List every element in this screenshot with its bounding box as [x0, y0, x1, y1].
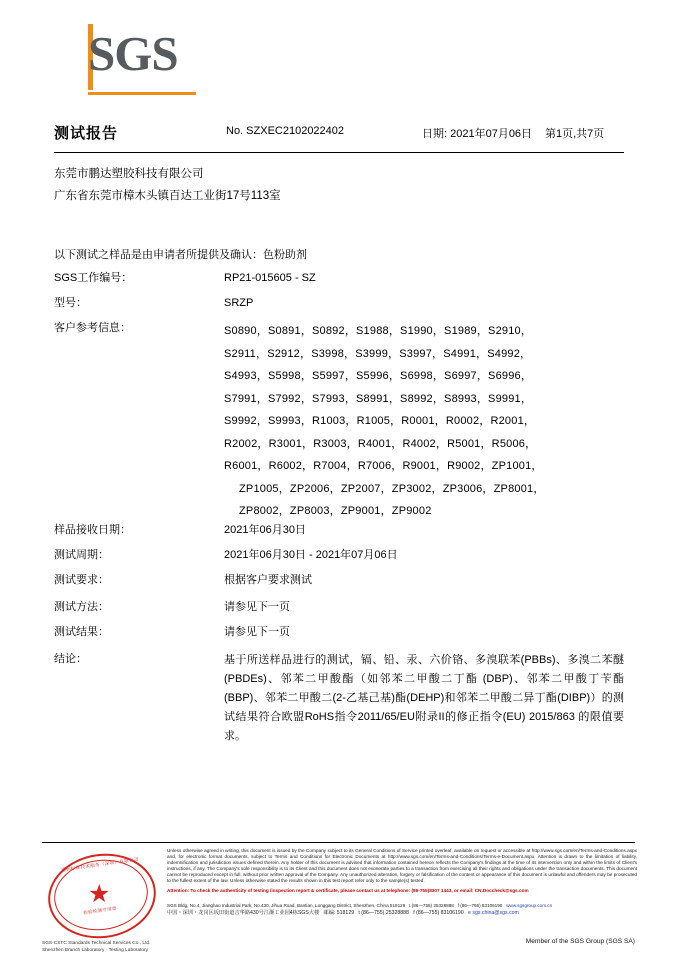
- field-value: 2021年06月30日 - 2021年07月06日: [224, 549, 398, 561]
- field-value: 2021年06月30日: [224, 524, 306, 536]
- footer-divider: [42, 842, 635, 843]
- company-address: 广东省东莞市樟木头镇百达工业街17号113室: [54, 190, 281, 202]
- footer-address-block: [167, 903, 637, 916]
- field-value: 请参见下一页: [224, 601, 290, 613]
- conclusion-text: 基于所送样品进行的测试，镉、铅、汞、六价铬、多溴联苯(PBBs)、多溴二苯醚(PBDEs)、邻苯二甲酸酯（如邻苯二甲酸二丁酯 (DBP)、邻苯二甲酸丁苄酯(BBP)、邻苯二甲酸二(2-乙基己基)酯(DEHP)和邻苯二甲酸二异丁酯(DIBP)）的测试结果符合欧盟RoHS指令2011/65/EU附录II的修正指令(EU) 2015/863 的限值要求。: [224, 654, 624, 742]
- field-row: [54, 270, 624, 286]
- address-cn-zip: 邮编: 518129: [323, 909, 355, 916]
- reference-line: ZP8002，ZP8003，ZP9001，ZP9002: [239, 505, 432, 517]
- page-count: 第1页,共7页: [545, 128, 605, 140]
- seal-caption-line1: SGS-CSTC Standards Technical Services Co., Ltd.: [42, 941, 151, 946]
- report-header-row: [54, 122, 624, 146]
- address-website[interactable]: www.sgsgroup.com.cn: [506, 903, 553, 908]
- field-value: 根据客户要求测试: [224, 574, 312, 586]
- field-list-top: [54, 270, 624, 523]
- field-value: SRZP: [224, 297, 254, 309]
- address-en: SGS Bldg, No.4, Jianghao Industrial Park, No.430, Jihua Road, Bantian, Longgang District, Shenzhen, China 518129: [167, 903, 406, 908]
- logo-underline: [88, 92, 196, 95]
- field-value: 请参见下一页: [224, 626, 290, 638]
- address-en-fax: f (86—755) 83106190: [457, 903, 503, 908]
- sgs-logo-text: SGS: [88, 26, 178, 81]
- address-email[interactable]: e sgs.china@sgs.com: [468, 909, 519, 916]
- field-row: [54, 522, 624, 538]
- address-cn-line: [167, 910, 637, 917]
- field-row: [54, 599, 624, 615]
- field-label: 测试周期：: [54, 549, 109, 561]
- footer-attention: Attention: To check the authenticity of testing /inspection report & certificate, please contact us at telephone: (86-755)8307 1443, or email: CN.Doccheck@sgs.com: [167, 887, 529, 893]
- seal-caption: [42, 940, 202, 954]
- reference-line: S4993，S5998，S5997，S5996，S6998，S6997，S6996，: [224, 370, 533, 382]
- reference-line: S2911，S2912，S3998，S3999，S3997，S4991，S4992，: [224, 347, 532, 360]
- field-label: 客户参考信息：: [54, 322, 131, 334]
- reference-line: S7991，S7992，S7993，S8991，S8992，S8993，S9991，: [224, 392, 533, 405]
- field-list-bottom: [54, 522, 624, 755]
- customer-reference-row: [54, 320, 624, 523]
- seal-top-text: 通标标准技术服务（深圳）有限公司: [60, 856, 140, 873]
- star-icon: ★: [88, 880, 111, 908]
- reference-line: S9992，S9993，R1003，R1005，R0001，R0002，R2001，: [224, 415, 536, 427]
- field-row: [54, 624, 624, 640]
- address-cn-fax: f (86—755) 83106190: [413, 909, 464, 916]
- field-row: [54, 295, 624, 311]
- seal-mid-text: 检验检测专用章: [82, 905, 117, 916]
- report-date: 日期: 2021年07月06日: [422, 128, 533, 140]
- address-en-phone: t (86—755) 25328888: [409, 903, 454, 908]
- company-name: 东莞市鹏达塑胶科技有限公司: [54, 168, 204, 180]
- company-block: [54, 163, 281, 207]
- header-divider: [54, 152, 624, 153]
- field-row: [54, 572, 624, 588]
- field-label: 测试要求：: [54, 574, 109, 586]
- page-title: 测试报告: [54, 125, 119, 142]
- reference-line: ZP1005，ZP2006，ZP2007，ZP3002，ZP3006，ZP8001，: [239, 482, 545, 495]
- address-en-line: [167, 903, 637, 910]
- field-value: RP21-015605 - SZ: [224, 272, 316, 284]
- field-label: 测试方法：: [54, 601, 109, 613]
- customer-reference-list: [224, 320, 624, 523]
- reference-line: R2002，R3001，R3003，R4001，R4002，R5001，R5006，: [224, 437, 537, 450]
- seal-caption-line2: Shenzhen Branch Laboratory · Testing Laboratory: [42, 948, 149, 953]
- address-cn: 中国・深圳・龙岗区坂田街道吉华路430号江灏工业园4栋SGS大楼: [167, 909, 320, 916]
- sample-intro: 以下测试之样品是由申请者所提供及确认：色粉助剂: [54, 249, 307, 261]
- address-cn-phone: t (86—755) 25328888: [358, 909, 409, 916]
- disclaimer-text: Unless otherwise agreed in writing, this document is issued by the Company subject to its General Conditions of Service printed overleaf, available on request or accessible at http://www.sgs.com/en/Terms-and-Conditions.aspx and, for electronic format documents, subject to Terms and Conditions for Electronic Documents at http://www.sgs.com/en/Terms-and-Conditions/Terms-e-Document.aspx. Attention is drawn to the limitation of liability, indemnification and jurisdiction issues defined therein. Any holder of this document is advised that information contained hereon reflects the Company's findings at the time of its intervention only and within the limits of Client's instructions, if any. The Company's sole responsibility is to its Client and this document does not exonerate parties to a transaction from exercising all their rights and obligations under the transaction documents. This document cannot be reproduced except in full, without prior written approval of the Company. Any unauthorized alteration, forgery or falsification of the content or appearance of this document is unlawful and offenders may be prosecuted to the fullest extent of the law. Unless otherwise stated the results shown in this test report refer only to the sample(s) tested.: [167, 848, 637, 884]
- field-row: [54, 547, 624, 563]
- sgs-member-note: Member of the SGS Group (SGS SA): [525, 938, 635, 945]
- conclusion-row: [54, 651, 624, 746]
- company-seal-stamp: [42, 852, 160, 953]
- field-label: 型号：: [54, 297, 87, 309]
- footer-disclaimer: [167, 848, 637, 894]
- field-label: 测试结果：: [54, 626, 109, 638]
- field-label: SGS工作编号：: [54, 272, 133, 284]
- report-number: No. SZXEC2102022402: [226, 125, 345, 137]
- conclusion-label: 结论：: [54, 653, 87, 665]
- sgs-logo: [88, 28, 198, 88]
- field-label: 样品接收日期：: [54, 524, 131, 536]
- reference-line: S0890，S0891，S0892，S1988，S1990，S1989，S2910，: [224, 325, 533, 337]
- reference-line: R6001，R6002，R7004，R7006，R9001，R9002，ZP1001，: [224, 460, 543, 472]
